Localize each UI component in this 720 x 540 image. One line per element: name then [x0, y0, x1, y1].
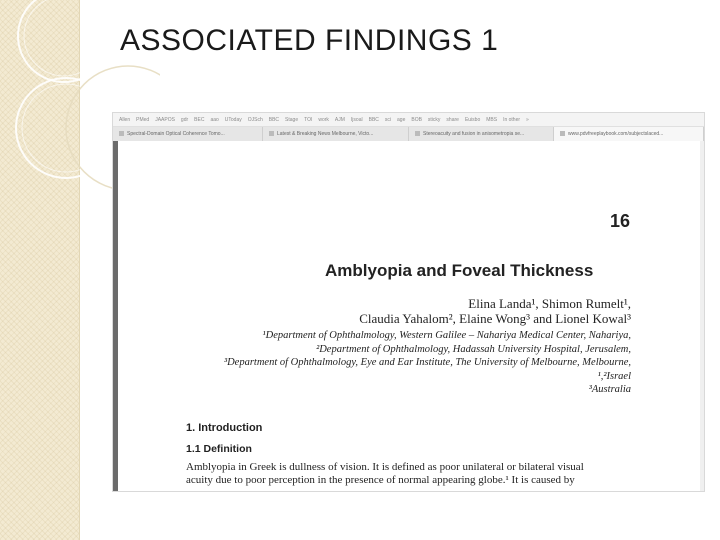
body-line: acuity due to poor perception in the presence of normal appearing globe.¹ It is caused by [186, 474, 575, 486]
page-favicon-icon [119, 131, 124, 136]
bookmark-item[interactable]: In other [503, 116, 521, 123]
decorative-left-strip [0, 0, 80, 540]
bookmark-item[interactable]: TOI [304, 116, 313, 123]
page-favicon-icon [269, 131, 274, 136]
slide-title: ASSOCIATED FINDINGS 1 [120, 24, 499, 57]
browser-tab-title: Stereoacuity and fusion in anisometropia se... [423, 131, 525, 137]
chapter-number: 16 [609, 211, 630, 231]
browser-tab[interactable] [113, 127, 263, 141]
page-favicon-icon [415, 131, 420, 136]
bookmark-item[interactable]: work [318, 116, 329, 123]
chapter-title: Amblyopia and Foveal Thickness [325, 261, 594, 280]
bookmark-item[interactable]: Euisbo [464, 116, 481, 123]
bookmark-item[interactable]: BBC [268, 116, 280, 123]
authors-line: Elina Landa¹, Shimon Rumelt¹, [468, 296, 631, 311]
bookmark-item[interactable]: aao [210, 116, 219, 123]
bookmark-item[interactable]: OJSch [247, 116, 263, 123]
bookmark-item[interactable]: sticky [427, 116, 441, 123]
body-line: Amblyopia in Greek is dullness of vision. It is defined as poor unilateral or bilateral visual [186, 461, 584, 473]
bookmark-item[interactable]: BEC [194, 116, 205, 123]
browser-tab[interactable] [263, 127, 409, 141]
affiliation-line: ³Department of Ophthalmology, Eye and Ear Institute, The University of Melbourne, Melbourne, [223, 357, 631, 368]
page-scrollbar[interactable] [700, 141, 704, 491]
bookmark-item[interactable]: gdr [180, 116, 189, 123]
bookmark-item[interactable]: Allen [119, 116, 131, 123]
bookmark-item[interactable]: BOB [411, 116, 422, 123]
bookmark-item[interactable]: PMed [136, 116, 150, 123]
section-heading: 1. Introduction [186, 422, 263, 434]
bookmark-item[interactable]: Stage [285, 116, 299, 123]
browser-tab-title: Spectral-Domain Optical Coherence Tomo... [127, 131, 225, 137]
bookmark-item[interactable]: share [446, 116, 459, 123]
browser-tab-bar [113, 127, 704, 142]
bookmark-item[interactable]: MBS [486, 116, 498, 123]
bookmark-item[interactable]: BBC [368, 116, 379, 123]
page-favicon-icon [560, 131, 565, 136]
embedded-browser-screenshot [113, 113, 704, 491]
browser-tab-title: www.pdvfreeplaybook.com/subjectslaced... [568, 131, 664, 137]
bookmarks-overflow-button[interactable]: » [526, 116, 529, 123]
bookmark-item[interactable]: age [397, 116, 406, 123]
bookmark-item[interactable]: UToday [224, 116, 242, 123]
authors-line: Claudia Yahalom², Elaine Wong³ and Lionel Kowal³ [359, 311, 631, 326]
affiliation-line: ²Department of Ophthalmology, Hadassah University Hospital, Jerusalem, [316, 343, 631, 355]
affiliation-line: ³Australia [588, 384, 631, 395]
browser-tab-active[interactable] [554, 127, 704, 141]
bookmark-item[interactable]: JAAPOS [155, 116, 175, 123]
affiliation-line: ¹Department of Ophthalmology, Western Galilee – Nahariya Medical Center, Nahariya, [262, 330, 631, 341]
bookmark-item[interactable]: Ijsoal [350, 116, 363, 123]
browser-tab[interactable] [409, 127, 554, 141]
bookmark-item[interactable]: AJM [334, 116, 345, 123]
pdf-page [118, 141, 704, 491]
affiliations-block [171, 329, 631, 397]
body-paragraph [186, 461, 631, 487]
subsection-heading: 1.1 Definition [186, 443, 252, 455]
bookmark-item[interactable]: sci [384, 116, 392, 123]
affiliation-line: ¹,²Israel [597, 370, 631, 382]
authors-block [359, 296, 631, 326]
browser-tab-title: Latest & Breaking News Melbourne, Victo... [277, 131, 374, 137]
bookmarks-bar [113, 113, 704, 127]
